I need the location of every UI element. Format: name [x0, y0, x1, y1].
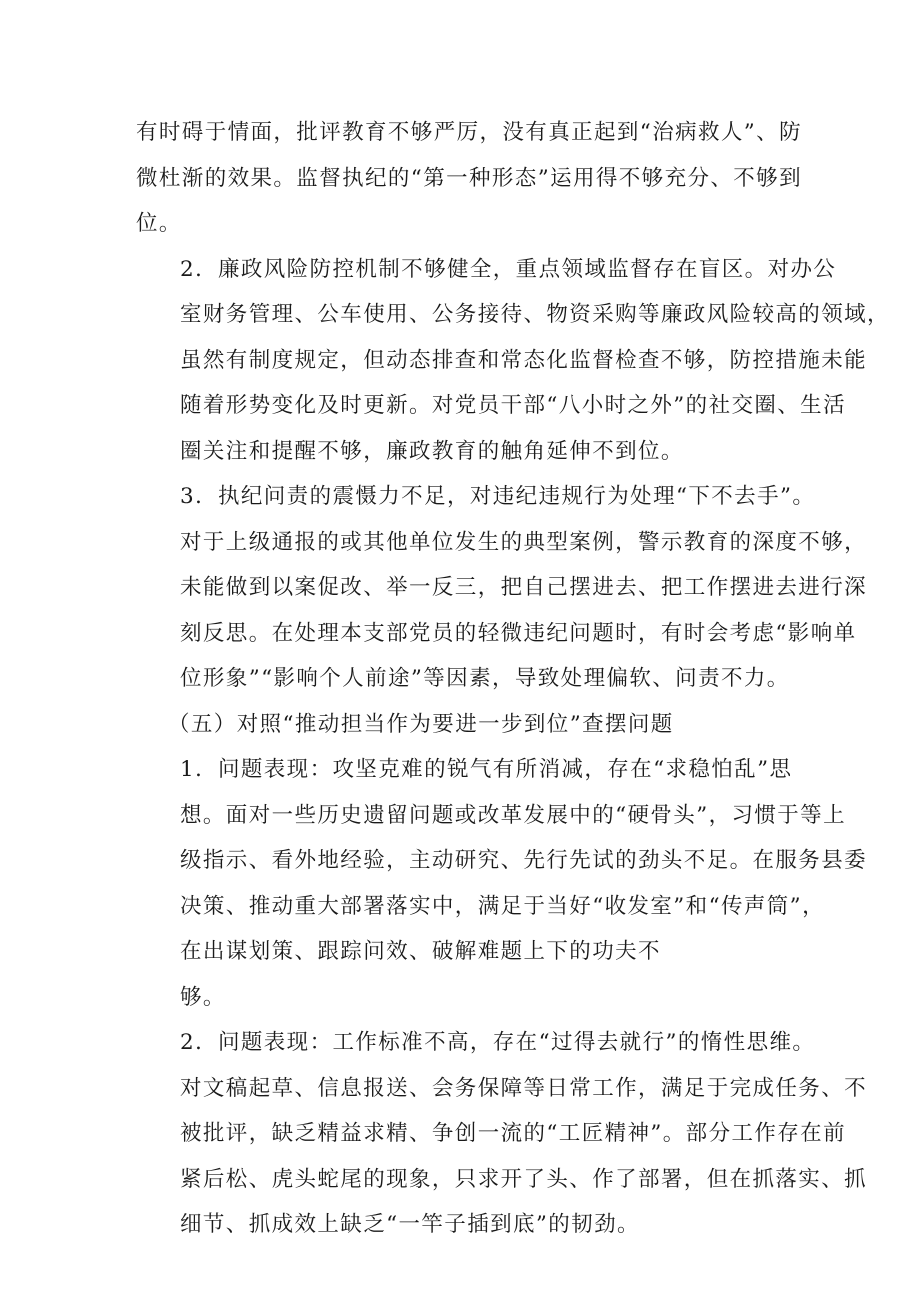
text-line: （五）对照“推动担当作为要进一步到位”查摆问题 — [168, 711, 674, 737]
text-line: 3．执纪问责的震慑力不足，对违纪违规行为处理“下不去手”。 — [180, 484, 816, 509]
section-heading — [136, 702, 796, 748]
text-line: 虽然有制度规定，但动态排查和常态化监督检查不够，防控措施未能 — [180, 347, 868, 373]
text-line: 刻反思。在处理本支部党员的轻微违纪问题时，有时会考虑“影响单 — [180, 620, 857, 646]
text-line: 微杜渐的效果。监督执纪的“第一种形态”运用得不够充分、不够到 — [136, 165, 802, 191]
paragraph — [136, 110, 802, 247]
paragraph — [136, 747, 868, 1020]
text-line: 对于上级通报的或其他单位发生的典型案例，警示教育的深度不够， — [180, 529, 868, 555]
text-line: 细节、抓成效上缺乏“一竿子插到底”的韧劲。 — [180, 1212, 640, 1237]
text-line: 想。面对一些历史遗留问题或改革发展中的“硬骨头”，习惯于等上 — [180, 802, 846, 828]
text-line: 被批评，缺乏精益求精、争创一流的“工匠精神”。部分工作存在前 — [180, 1121, 846, 1146]
paragraph — [136, 1020, 868, 1248]
text-line: 有时碍于情面，批评教育不够严厉，没有真正起到“治病救人”、防 — [136, 120, 802, 145]
text-line: 2．问题表现：工作标准不高，存在“过得去就行”的惰性思维。 — [180, 1030, 816, 1055]
text-line: 圈关注和提醒不够，廉政教育的触角延伸不到位。 — [180, 438, 684, 464]
text-line: 决策、推动重大部署落实中，满足于当好“收发室”和“传声筒”， — [180, 893, 825, 919]
text-line: 位形象”“影响个人前途”等因素，导致处理偏软、问责不力。 — [180, 666, 790, 691]
text-line: 级指示、看外地经验，主动研究、先行先试的劲头不足。在服务县委 — [180, 848, 868, 873]
text-line: 紧后松、虎头蛇尾的现象，只求开了头、作了部署，但在抓落实、抓 — [180, 1166, 868, 1192]
text-line: 2．廉政风险防控机制不够健全，重点领域监督存在盲区。对办公 — [180, 256, 837, 282]
text-line: 位。 — [136, 211, 182, 236]
text-line: 未能做到以案促改、举一反三，把自己摆进去、把工作摆进去进行深 — [180, 575, 868, 600]
paragraph — [136, 247, 890, 475]
text-line: 在出谋划策、跟踪问效、破解难题上下的功夫不 — [180, 939, 661, 964]
text-line: 够。 — [180, 984, 226, 1010]
text-line: 对文稿起草、信息报送、会务保障等日常工作，满足于完成任务、不 — [180, 1075, 868, 1101]
text-line: 1．问题表现：攻坚克难的锐气有所消减，存在“求稳怕乱”思 — [180, 757, 793, 782]
paragraph — [136, 474, 868, 702]
text-line: 室财务管理、公车使用、公务接待、物资采购等廉政风险较高的领域， — [180, 302, 890, 327]
text-line: 随着形势变化及时更新。对党员干部“八小时之外”的社交圈、生活 — [180, 393, 846, 418]
document-body — [136, 110, 890, 1248]
